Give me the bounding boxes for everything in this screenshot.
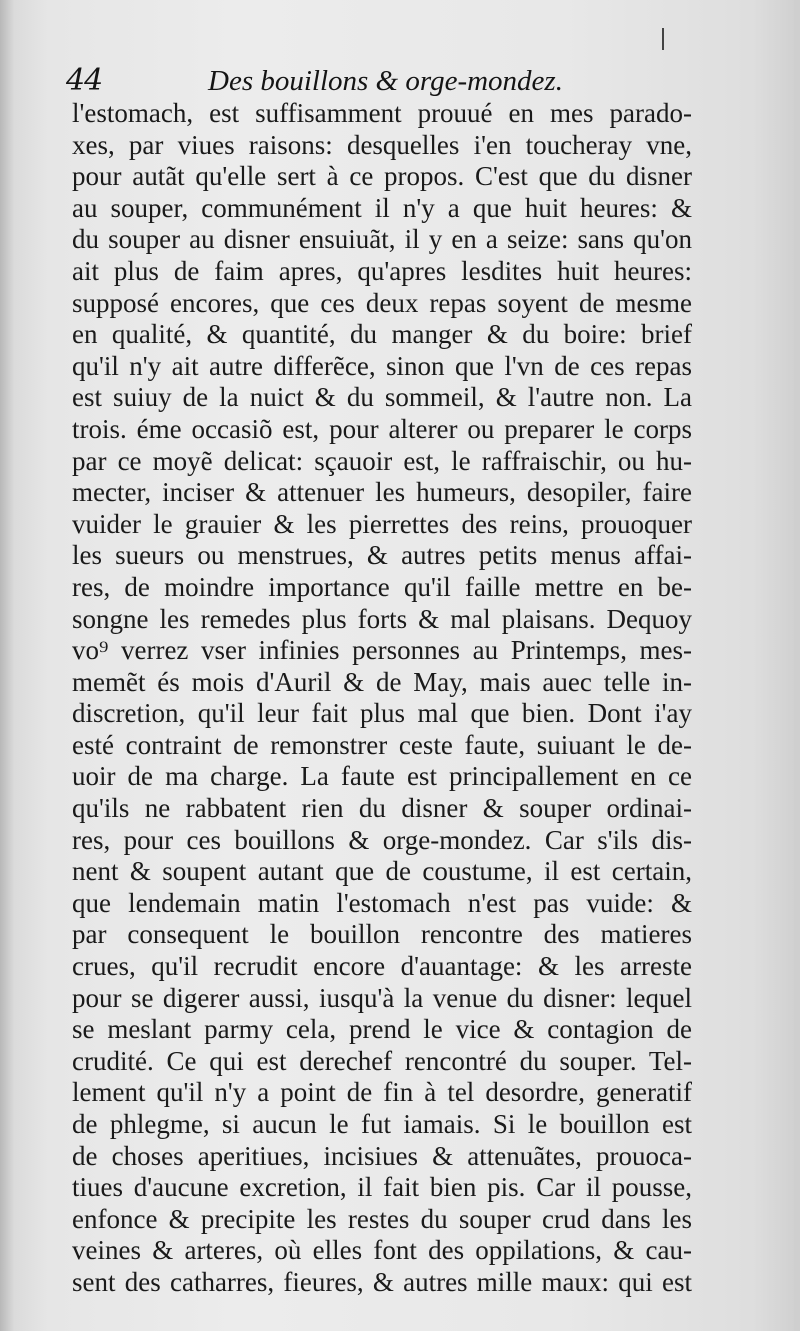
text-line: uoir de ma charge. La faute est principallement en ce xyxy=(72,761,692,792)
text-line: en qualité, & quantité, du manger & du boire: brief xyxy=(72,319,692,350)
text-line: sent des catharres, fieures, & autres mille maux: qui est xyxy=(72,1266,692,1297)
text-line: nent & soupent autant que de coustume, il est certain, xyxy=(72,856,692,887)
text-line: vo⁹ verrez vser infinies personnes au Printemps, mes- xyxy=(72,635,692,666)
text-line: songne les remedes plus forts & mal plaisans. Dequoy xyxy=(72,603,692,634)
margin-mark xyxy=(662,28,664,50)
text-line: res, pour ces bouillons & orge-mondez. Car s'ils dis- xyxy=(72,824,692,855)
text-line: crues, qu'il recrudit encore d'auantage: & les arreste xyxy=(72,951,692,982)
text-line: discretion, qu'il leur fait plus mal que bien. Dont i'ay xyxy=(72,698,692,729)
text-line: lement qu'il n'y a point de fin à tel desordre, generatif xyxy=(72,1077,692,1108)
text-line: pour autãt qu'elle sert à ce propos. C'est que du disner xyxy=(72,161,692,192)
text-line: se meslant parmy cela, prend le vice & contagion de xyxy=(72,1014,692,1045)
text-line: l'estomach, est suffisamment prouué en mes parado- xyxy=(72,98,692,128)
text-line: res, de moindre importance qu'il faille mettre en be- xyxy=(72,571,692,602)
text-line: xes, par viues raisons: desquelles i'en toucheray vne, xyxy=(72,129,692,160)
text-line: par consequent le bouillon rencontre des matieres xyxy=(72,919,692,950)
page-gutter-shadow xyxy=(0,0,14,1331)
text-line: veines & arteres, où elles font des oppilations, & cau- xyxy=(72,1235,692,1266)
text-line: qu'il n'y ait autre differẽce, sinon que l'vn de ces repas xyxy=(72,350,692,381)
page-number: 44 xyxy=(66,63,103,98)
text-line: par ce moyẽ delicat: sçauoir est, le raffraischir, ou hu- xyxy=(72,445,692,476)
page-header xyxy=(66,60,626,102)
text-line: au souper, communément il n'y a que huit heures: & xyxy=(72,192,692,223)
text-line: ait plus de faim apres, qu'apres lesdites huit heures: xyxy=(72,255,692,286)
text-line: du souper au disner ensuiuãt, il y en a seize: sans qu'on xyxy=(72,224,692,255)
text-line: qu'ils ne rabbatent rien du disner & souper ordinai- xyxy=(72,793,692,824)
text-line: supposé encores, que ces deux repas soyent de mesme xyxy=(72,287,692,318)
text-line: vuider le grauier & les pierrettes des reins, prouoquer xyxy=(72,508,692,539)
text-line: pour se digerer aussi, iusqu'à la venue du disner: lequel xyxy=(72,982,692,1013)
text-line: memẽt és mois d'Auril & de May, mais auec telle in- xyxy=(72,666,692,697)
text-line: enfonce & precipite les restes du souper crud dans les xyxy=(72,1203,692,1234)
text-line: esté contraint de remonstrer ceste faute, suiuant le de- xyxy=(72,729,692,760)
running-title: Des bouillons & orge-mondez. xyxy=(208,65,563,97)
text-line: trois. éme occasiõ est, pour alterer ou preparer le corps xyxy=(72,413,692,444)
text-line: crudité. Ce qui est derechef rencontré du souper. Tel- xyxy=(72,1045,692,1076)
text-line: que lendemain matin l'estomach n'est pas vuide: & xyxy=(72,887,692,918)
body-text xyxy=(72,98,692,1299)
text-line: les sueurs ou menstrues, & autres petits menus affai- xyxy=(72,540,692,571)
text-line: est suiuy de la nuict & du sommeil, & l'autre non. La xyxy=(72,382,692,413)
text-line: de choses aperitiues, incisiues & attenuãtes, prouoca- xyxy=(72,1140,692,1171)
text-line: tiues d'aucune excretion, il fait bien pis. Car il pousse, xyxy=(72,1172,692,1203)
page-edge xyxy=(794,0,800,1331)
text-line: de phlegme, si aucun le fut iamais. Si le bouillon est xyxy=(72,1109,692,1139)
text-line: mecter, inciser & attenuer les humeurs, desopiler, faire xyxy=(72,477,692,508)
